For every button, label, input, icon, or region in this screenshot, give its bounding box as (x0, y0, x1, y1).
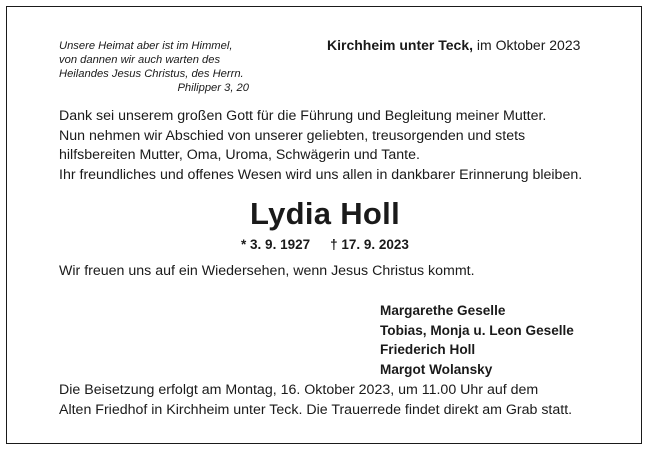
intro-text (59, 107, 582, 185)
intro-line: Dank sei unserem großen Gott für die Führung und Begleitung meiner Mutter. (59, 108, 547, 124)
place: Kirchheim unter Teck, (327, 37, 474, 53)
funeral-line: Die Beisetzung erfolgt am Montag, 16. Oktober 2023, um 11.00 Uhr auf dem (59, 382, 539, 398)
signers-list (380, 301, 574, 379)
funeral-line: Alten Friedhof in Kirchheim unter Teck. Die Trauerrede findet direkt am Grab statt. (59, 401, 573, 418)
signer: Margarethe Geselle (380, 303, 506, 318)
deceased-name: Lydia Holl (250, 196, 400, 231)
funeral-info (59, 381, 572, 420)
birth-date: * 3. 9. 1927 (241, 237, 311, 252)
signer: Margot Wolansky (380, 361, 493, 377)
place-date (327, 37, 580, 53)
signer: Friederich Holl (380, 342, 476, 357)
life-dates (0, 237, 650, 252)
signer: Tobias, Monja u. Leon Geselle (380, 322, 574, 338)
intro-line: Ihr freundliches und offenes Wesen wird uns allen in dankbarer Erinnerung bleiben. (59, 166, 583, 183)
verse-line: von dannen wir auch warten des (59, 54, 221, 66)
verse-line: Heilandes Jesus Christus, des Herrn. (59, 68, 244, 80)
intro-line: Nun nehmen wir Abschied von unserer geliebten, treusorgenden und stets (59, 127, 526, 144)
date: im Oktober 2023 (473, 37, 581, 53)
faith-line: Wir freuen uns auf ein Wiedersehen, wenn Jesus Christus kommt. (59, 263, 475, 279)
verse-reference: Philipper 3, 20 (177, 82, 249, 94)
verse-line: Unsere Heimat aber ist im Himmel, (59, 40, 233, 52)
intro-line: hilfsbereiten Mutter, Oma, Uroma, Schwägerin und Tante. (59, 147, 420, 164)
death-date: † 17. 9. 2023 (330, 237, 409, 252)
bible-verse (59, 39, 249, 95)
